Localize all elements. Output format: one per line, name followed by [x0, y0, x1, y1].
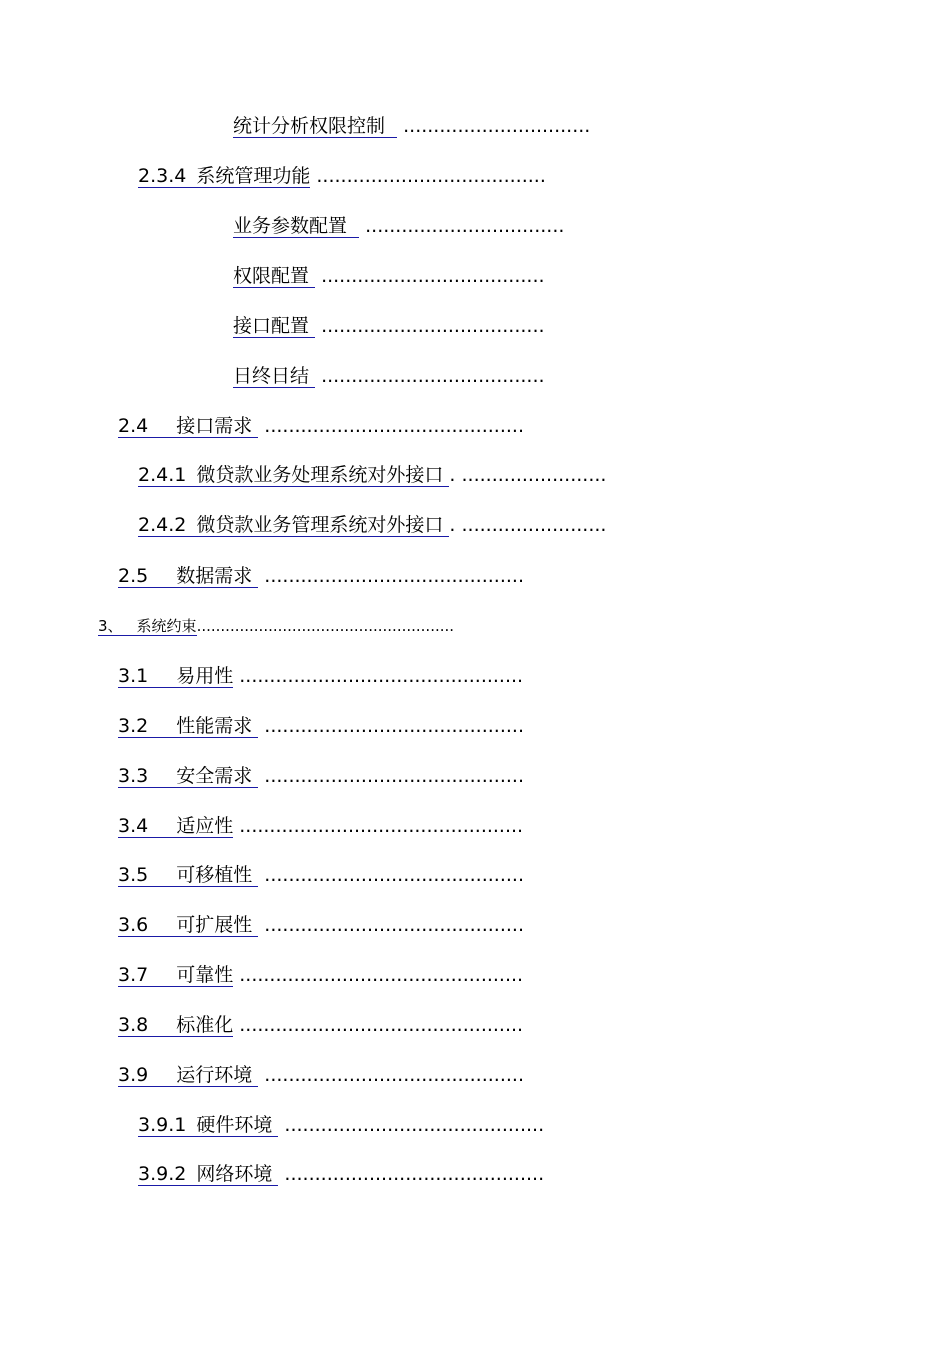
toc-entry[interactable] [118, 913, 524, 937]
toc-leader: ........................................... [264, 415, 524, 437]
toc-leader: ........................................... [264, 765, 524, 787]
toc-number: 3.6 [118, 914, 149, 936]
toc-link[interactable] [233, 215, 359, 238]
toc-leader: . ........................ [449, 514, 607, 536]
toc-number: 3.2 [118, 715, 149, 737]
toc-title: 可扩展性 [176, 914, 253, 936]
toc-leader: ........................................... [264, 715, 524, 737]
toc-link[interactable] [118, 914, 258, 937]
toc-leader: . ........................ [449, 464, 607, 486]
toc-entry[interactable] [138, 513, 606, 537]
toc-entry[interactable] [118, 714, 524, 738]
toc-number: 3.5 [118, 864, 149, 886]
toc-title: 统计分析权限控制 [233, 115, 386, 137]
toc-leader: ..................................... [321, 315, 545, 337]
toc-leader: ...................................... [316, 165, 546, 187]
toc-link[interactable] [138, 514, 449, 537]
toc-title: 日终日结 [233, 365, 310, 387]
toc-link[interactable] [118, 964, 233, 987]
toc-leader: ........................................... [264, 1064, 524, 1086]
toc-number: 3.9.1 [138, 1114, 187, 1136]
toc-leader: ........................................... [264, 864, 524, 886]
toc-leader: ............................................... [239, 964, 524, 986]
toc-number: 2.4.2 [138, 514, 187, 536]
toc-link[interactable] [138, 464, 449, 487]
toc-title: 网络环境 [196, 1163, 273, 1185]
toc-entry[interactable] [233, 314, 545, 338]
toc-leader: ............................................... [239, 1014, 524, 1036]
toc-link[interactable] [138, 1163, 278, 1186]
toc-link[interactable] [118, 765, 258, 788]
toc-link[interactable] [138, 165, 310, 188]
toc-leader: ............................... [403, 115, 591, 137]
toc-title: 硬件环境 [196, 1114, 273, 1136]
toc-entry[interactable] [138, 164, 546, 188]
toc-entry[interactable] [118, 863, 524, 887]
toc-title: 微贷款业务处理系统对外接口 [196, 464, 444, 486]
toc-leader: ............................................... [239, 815, 524, 837]
toc-number: 2.3.4 [138, 165, 187, 187]
toc-number: 2.5 [118, 565, 149, 587]
toc-title: 接口需求 [176, 415, 253, 437]
toc-entry[interactable] [98, 616, 454, 636]
toc-title: 系统管理功能 [196, 165, 311, 187]
toc-title: 可移植性 [176, 864, 253, 886]
toc-link[interactable] [118, 415, 258, 438]
toc-entry[interactable] [138, 1113, 544, 1137]
toc-title: 安全需求 [176, 765, 253, 787]
toc-title: 系统约束 [136, 617, 197, 635]
toc-link[interactable] [233, 365, 315, 388]
toc-leader: ................................. [365, 215, 565, 237]
toc-leader: ..................................... [321, 365, 545, 387]
toc-link[interactable] [118, 864, 258, 887]
toc-leader: ........................................... [264, 914, 524, 936]
toc-entry[interactable] [118, 564, 524, 588]
toc-entry[interactable] [233, 264, 545, 288]
toc-link[interactable] [118, 665, 233, 688]
toc-leader: ........................................... [264, 565, 524, 587]
toc-entry[interactable] [233, 214, 564, 238]
toc-link[interactable] [233, 265, 315, 288]
toc-title: 标准化 [176, 1014, 234, 1036]
toc-number: 2.4 [118, 415, 149, 437]
toc-number: 3、 [98, 617, 123, 635]
toc-leader: ............................................... [239, 665, 524, 687]
toc-entry[interactable] [118, 963, 523, 987]
toc-entry[interactable] [233, 114, 590, 138]
toc-title: 接口配置 [233, 315, 310, 337]
toc-leader: ........................................... [284, 1114, 545, 1136]
toc-link[interactable] [118, 715, 258, 738]
toc-number: 3.1 [118, 665, 149, 687]
toc-number: 2.4.1 [138, 464, 187, 486]
toc-number: 3.3 [118, 765, 149, 787]
toc-title: 数据需求 [176, 565, 253, 587]
toc-title: 易用性 [176, 665, 234, 687]
toc-entry[interactable] [233, 364, 545, 388]
toc-entry[interactable] [118, 1013, 523, 1037]
toc-entry[interactable] [118, 664, 523, 688]
toc-link[interactable] [118, 1014, 233, 1037]
toc-entry[interactable] [118, 814, 523, 838]
toc-title: 权限配置 [233, 265, 310, 287]
toc-link[interactable] [118, 1064, 258, 1087]
toc-leader: ...................................................... [196, 617, 455, 635]
toc-title: 运行环境 [176, 1064, 253, 1086]
toc-link[interactable] [98, 617, 197, 636]
toc-number: 3.8 [118, 1014, 149, 1036]
toc-link[interactable] [233, 115, 397, 138]
toc-number: 3.9 [118, 1064, 149, 1086]
toc-entry[interactable] [118, 414, 524, 438]
toc-title: 适应性 [176, 815, 234, 837]
toc-link[interactable] [118, 565, 258, 588]
toc-title: 可靠性 [176, 964, 234, 986]
toc-title: 性能需求 [176, 715, 253, 737]
toc-link[interactable] [138, 1114, 278, 1137]
toc-number: 3.4 [118, 815, 149, 837]
toc-entry[interactable] [138, 463, 606, 487]
toc-link[interactable] [233, 315, 315, 338]
toc-link[interactable] [118, 815, 233, 838]
toc-entry[interactable] [138, 1162, 544, 1186]
toc-entry[interactable] [118, 764, 524, 788]
toc-number: 3.9.2 [138, 1163, 187, 1185]
toc-title: 业务参数配置 [233, 215, 348, 237]
toc-number: 3.7 [118, 964, 149, 986]
toc-leader: ........................................... [284, 1163, 545, 1185]
toc-entry[interactable] [118, 1063, 524, 1087]
toc-title: 微贷款业务管理系统对外接口 [196, 514, 444, 536]
toc-leader: ..................................... [321, 265, 545, 287]
